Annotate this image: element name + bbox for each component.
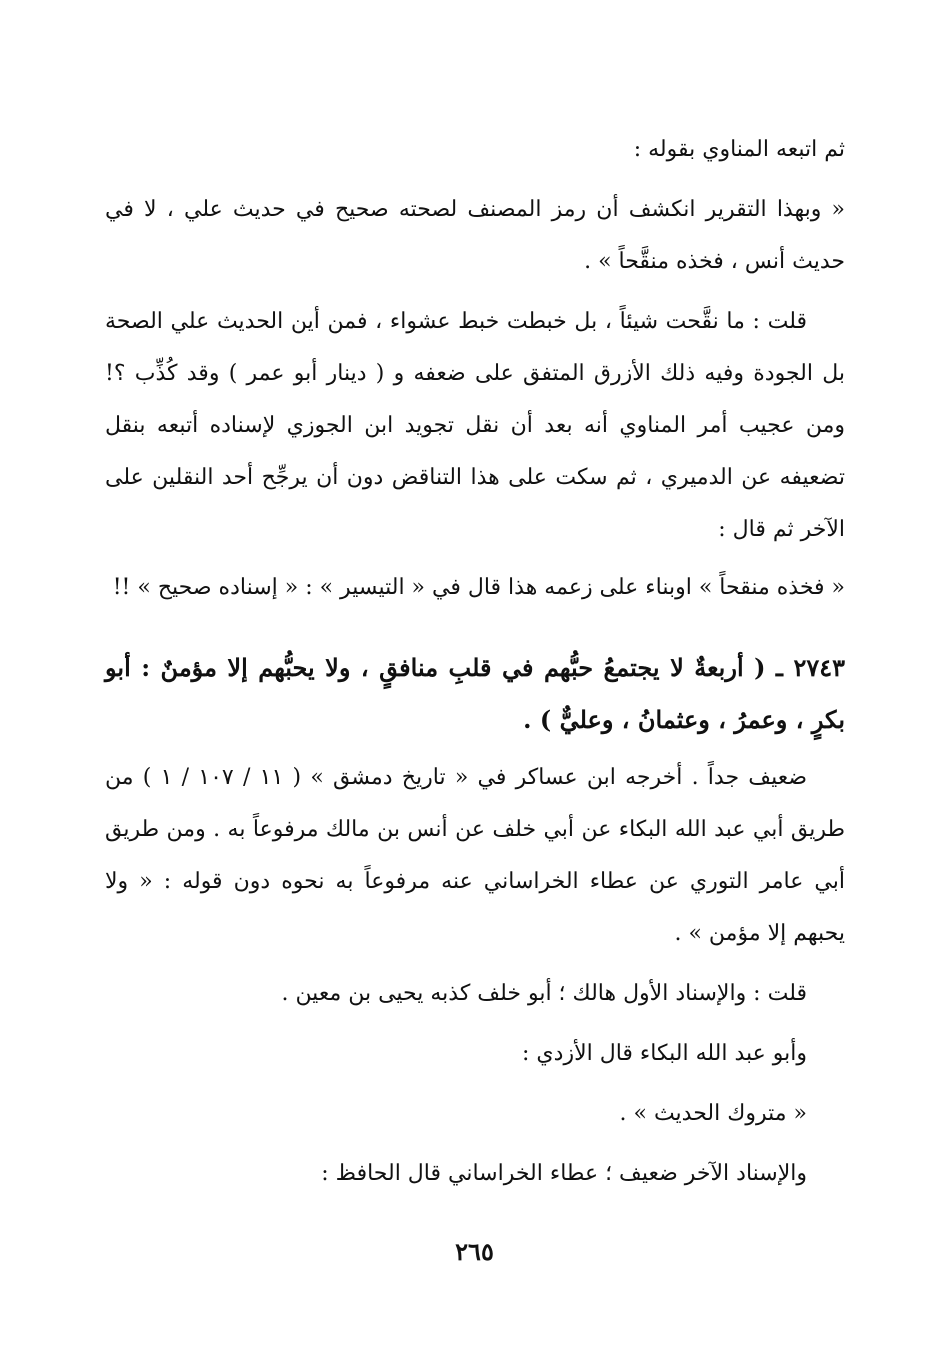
paragraph-critique: قلت : ما نقَّحت شيئاً ، بل خبطت خبط عشواء ، فمن أين الحديث علي الصحة بل الجودة وفيه ذلك الأزرق المتفق على ضعفه و ( دينار أبو عمر ) وقد كُذِّب ؟! ومن عجيب أمر المناوي أنه بعد أن نقل تجويد ابن الجوزي لإسناده أتبعه بنقل تضعيفه عن الدميري ، ثم سكت على هذا التناقض دون أن يرجِّح أحد النقلين على الآخر ثم قال :	[105, 309, 845, 542]
page-number: ٢٦٥	[455, 1237, 494, 1266]
paragraph-second-isnad: والإسناد الآخر ضعيف ؛ عطاء الخراساني قال الحافظ :	[321, 1161, 807, 1186]
paragraph-munawi-intro: ثم اتبعه المناوي بقوله :	[633, 137, 845, 162]
hadith-2743-heading: ٢٧٤٣ ـ ( أربعةٌ لا يجتمعُ حبُّهم في قلبِ منافقٍ ، ولا يحبُّهم إلا مؤمنٌ : أبو بكرٍ ، وعمرُ ، وعثمانُ ، وعليٌّ ) .	[105, 653, 845, 734]
paragraph-munawi-quote: « وبهذا التقرير انكشف أن رمز المصنف لصحته صحيح في حديث علي ، لا في حديث أنس ، فخذه منقَّحاً » .	[105, 197, 845, 274]
paragraph-first-isnad: قلت : والإسناد الأول هالك ؛ أبو خلف كذبه يحيى بن معين .	[281, 981, 807, 1006]
paragraph-matruk: « متروك الحديث » .	[619, 1101, 807, 1126]
paragraph-taysir-quote: « فخذه منقحاً » اوبناء على زعمه هذا قال في « التيسير » : « إسناده صحيح » !!	[112, 575, 845, 600]
paragraph-bakka: وأبو عبد الله البكاء قال الأزدي :	[522, 1041, 807, 1066]
paragraph-takhrij: ضعيف جداً . أخرجه ابن عساكر في « تاريخ دمشق » ( ١١ / ١٠٧ / ١ ) من طريق أبي عبد الله البكاء عن أبي خلف عن أنس بن مالك مرفوعاً به . ومن طريق أبي عامر التوري عن عطاء الخراساني عنه مرفوعاً به نحوه دون قوله : « ولا يحبهم إلا مؤمن » .	[105, 765, 845, 946]
